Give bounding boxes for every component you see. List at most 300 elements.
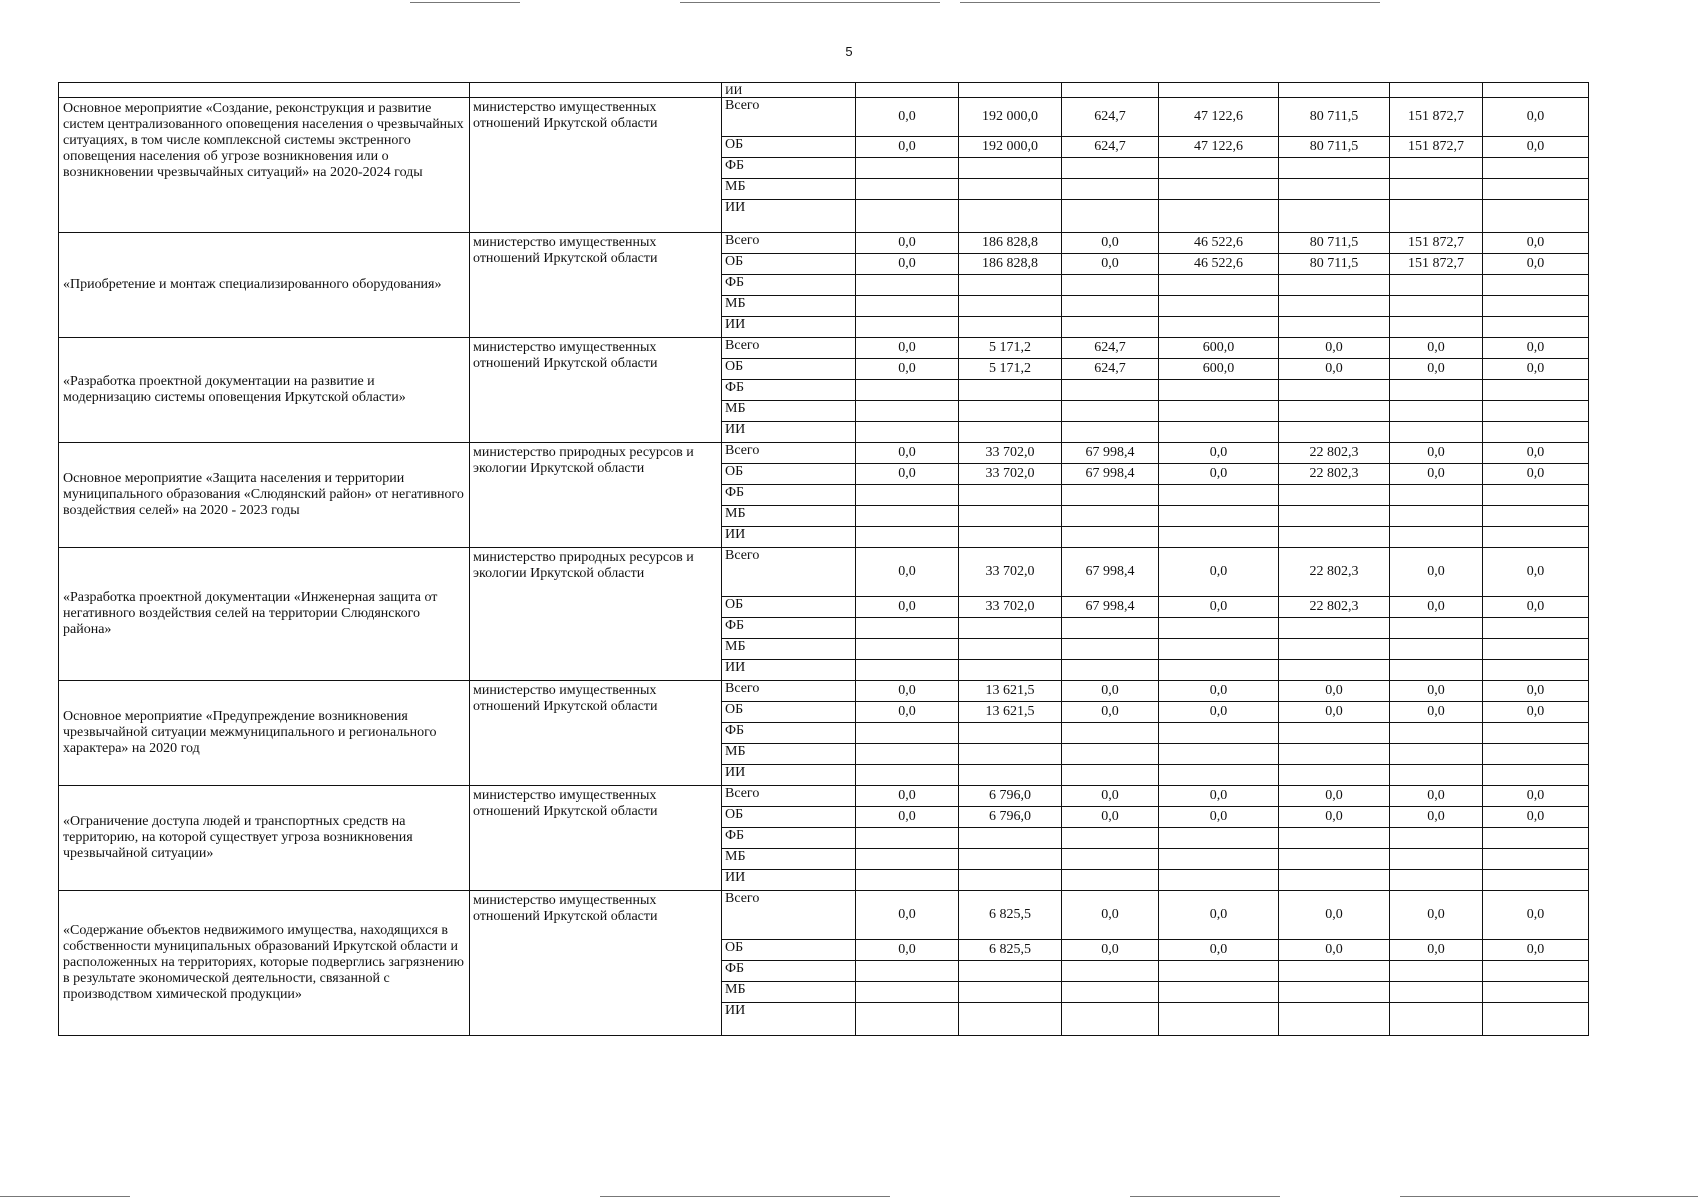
value-cell <box>959 618 1062 639</box>
value-cell: 0,0 <box>1390 681 1483 702</box>
value-cell: 0,0 <box>1390 891 1483 940</box>
value-cell: 33 702,0 <box>959 597 1062 618</box>
value-cell <box>856 317 959 338</box>
value-cell: 0,0 <box>1062 254 1159 275</box>
value-cell <box>1483 83 1589 98</box>
value-cell: 192 000,0 <box>959 137 1062 158</box>
value-cell <box>1390 158 1483 179</box>
value-cell: 0,0 <box>1279 681 1390 702</box>
value-cell <box>1279 723 1390 744</box>
value-cell <box>856 1003 959 1036</box>
value-cell <box>1390 870 1483 891</box>
value-cell <box>1062 961 1159 982</box>
value-cell: 0,0 <box>856 254 959 275</box>
value-cell <box>1483 744 1589 765</box>
value-cell: 0,0 <box>856 891 959 940</box>
scan-edge-top <box>410 2 520 3</box>
funding-source-cell: ФБ <box>722 828 856 849</box>
value-cell <box>1062 828 1159 849</box>
value-cell: 33 702,0 <box>959 464 1062 485</box>
value-cell <box>1483 982 1589 1003</box>
funding-source-cell: МБ <box>722 401 856 422</box>
executor-cell: министерство имущественных отношений Иркутской области <box>470 681 722 786</box>
value-cell <box>959 1003 1062 1036</box>
executor-cell: министерство природных ресурсов и экологии Иркутской области <box>470 548 722 681</box>
value-cell: 0,0 <box>1279 940 1390 961</box>
value-cell <box>1279 200 1390 233</box>
value-cell: 0,0 <box>1062 681 1159 702</box>
funding-source-cell: МБ <box>722 849 856 870</box>
value-cell <box>1279 961 1390 982</box>
value-cell <box>1390 527 1483 548</box>
value-cell: 13 621,5 <box>959 681 1062 702</box>
value-cell <box>1390 961 1483 982</box>
value-cell <box>1390 275 1483 296</box>
funding-source-cell: ИИ <box>722 317 856 338</box>
value-cell: 0,0 <box>1062 891 1159 940</box>
value-cell: 67 998,4 <box>1062 597 1159 618</box>
value-cell: 0,0 <box>1390 359 1483 380</box>
activity-name-cell: Основное мероприятие «Защита населения и территории муниципального образования «Слюдянский район» от негативного воздействия селей» на 2020 - 2023 годы <box>59 443 470 548</box>
value-cell <box>1062 870 1159 891</box>
value-cell: 0,0 <box>856 137 959 158</box>
funding-source-cell: МБ <box>722 179 856 200</box>
value-cell: 0,0 <box>1390 338 1483 359</box>
name-cell <box>59 83 470 98</box>
value-cell <box>1159 849 1279 870</box>
value-cell <box>959 639 1062 660</box>
value-cell: 0,0 <box>1483 548 1589 597</box>
scan-edge-top <box>960 2 1380 3</box>
value-cell: 0,0 <box>856 464 959 485</box>
value-cell: 0,0 <box>1390 464 1483 485</box>
table-row <box>59 233 1589 254</box>
value-cell: 0,0 <box>1483 702 1589 723</box>
value-cell: 186 828,8 <box>959 254 1062 275</box>
value-cell <box>1390 639 1483 660</box>
value-cell <box>856 179 959 200</box>
value-cell <box>1390 849 1483 870</box>
value-cell <box>1279 179 1390 200</box>
value-cell <box>856 401 959 422</box>
value-cell <box>1062 179 1159 200</box>
value-cell: 67 998,4 <box>1062 443 1159 464</box>
value-cell <box>1159 179 1279 200</box>
value-cell <box>856 660 959 681</box>
value-cell: 33 702,0 <box>959 443 1062 464</box>
value-cell <box>1390 380 1483 401</box>
value-cell: 6 796,0 <box>959 786 1062 807</box>
value-cell: 0,0 <box>1159 464 1279 485</box>
value-cell <box>1279 380 1390 401</box>
value-cell: 600,0 <box>1159 359 1279 380</box>
value-cell: 0,0 <box>1390 443 1483 464</box>
activity-name-cell: Основное мероприятие «Предупреждение возникновения чрезвычайной ситуации межмуниципального и регионального характера» на 2020 год <box>59 681 470 786</box>
value-cell <box>1483 1003 1589 1036</box>
funding-source-cell: ОБ <box>722 702 856 723</box>
value-cell <box>1279 618 1390 639</box>
value-cell <box>1062 639 1159 660</box>
activity-name-cell: «Содержание объектов недвижимого имущества, находящихся в собственности муниципальных образований Иркутской области и расположенных на территориях, которые подверглись загрязнению в результате экономической деятельности, связанной с производством химической продукции» <box>59 891 470 1036</box>
scan-edge-bottom <box>1130 1196 1280 1197</box>
activity-name-cell: Основное мероприятие «Создание, реконструкция и развитие систем централизованного оповещения населения о чрезвычайных ситуациях, в том числе комплексной системы экстренного оповещения населения об угрозе возникновения или о возникновении чрезвычайных ситуаций» на 2020-2024 годы <box>59 98 470 233</box>
value-cell: 624,7 <box>1062 338 1159 359</box>
funding-source-cell: ОБ <box>722 137 856 158</box>
value-cell <box>1159 296 1279 317</box>
value-cell: 624,7 <box>1062 359 1159 380</box>
value-cell: 0,0 <box>1483 940 1589 961</box>
value-cell <box>1279 849 1390 870</box>
value-cell <box>1062 380 1159 401</box>
value-cell <box>1062 422 1159 443</box>
value-cell <box>1159 660 1279 681</box>
value-cell: 6 825,5 <box>959 891 1062 940</box>
value-cell <box>1062 1003 1159 1036</box>
value-cell <box>959 506 1062 527</box>
value-cell <box>1279 506 1390 527</box>
value-cell: 0,0 <box>1390 597 1483 618</box>
value-cell: 22 802,3 <box>1279 597 1390 618</box>
value-cell <box>1062 83 1159 98</box>
value-cell <box>1159 317 1279 338</box>
value-cell <box>1062 744 1159 765</box>
value-cell <box>856 506 959 527</box>
value-cell <box>1390 982 1483 1003</box>
table-row <box>59 443 1589 464</box>
value-cell <box>1159 744 1279 765</box>
value-cell <box>1279 422 1390 443</box>
value-cell <box>1390 828 1483 849</box>
value-cell: 0,0 <box>1483 338 1589 359</box>
value-cell <box>1483 179 1589 200</box>
value-cell: 0,0 <box>1159 891 1279 940</box>
value-cell <box>1062 982 1159 1003</box>
value-cell: 0,0 <box>1483 597 1589 618</box>
value-cell <box>1279 744 1390 765</box>
value-cell <box>856 639 959 660</box>
value-cell: 0,0 <box>1390 940 1483 961</box>
value-cell: 0,0 <box>1483 137 1589 158</box>
value-cell <box>1390 485 1483 506</box>
executor-cell: министерство имущественных отношений Иркутской области <box>470 891 722 1036</box>
value-cell: 5 171,2 <box>959 359 1062 380</box>
funding-source-cell: ИИ <box>722 527 856 548</box>
value-cell <box>1483 849 1589 870</box>
source-cell: ИИ <box>722 83 856 98</box>
value-cell: 0,0 <box>1159 807 1279 828</box>
value-cell <box>1483 961 1589 982</box>
value-cell <box>1062 618 1159 639</box>
activity-name-cell: «Ограничение доступа людей и транспортных средств на территорию, на которой существует угроза возникновения чрезвычайной ситуации» <box>59 786 470 891</box>
value-cell <box>1279 485 1390 506</box>
value-cell <box>1483 401 1589 422</box>
value-cell: 151 872,7 <box>1390 254 1483 275</box>
value-cell <box>959 828 1062 849</box>
value-cell: 0,0 <box>1483 443 1589 464</box>
table-row <box>59 98 1589 137</box>
value-cell <box>1279 828 1390 849</box>
value-cell: 80 711,5 <box>1279 98 1390 137</box>
value-cell <box>1279 639 1390 660</box>
value-cell <box>1159 275 1279 296</box>
value-cell: 0,0 <box>1159 443 1279 464</box>
budget-table <box>58 82 1589 1036</box>
value-cell <box>1062 317 1159 338</box>
value-cell <box>856 618 959 639</box>
funding-source-cell: Всего <box>722 548 856 597</box>
value-cell <box>1279 765 1390 786</box>
value-cell <box>1159 618 1279 639</box>
value-cell <box>1279 83 1390 98</box>
value-cell: 624,7 <box>1062 98 1159 137</box>
value-cell: 0,0 <box>856 338 959 359</box>
value-cell <box>856 275 959 296</box>
value-cell <box>959 275 1062 296</box>
value-cell <box>1062 401 1159 422</box>
value-cell: 0,0 <box>1159 940 1279 961</box>
value-cell: 0,0 <box>1483 464 1589 485</box>
value-cell: 0,0 <box>1159 597 1279 618</box>
value-cell: 46 522,6 <box>1159 233 1279 254</box>
value-cell <box>1159 723 1279 744</box>
value-cell <box>959 961 1062 982</box>
funding-source-cell: ФБ <box>722 158 856 179</box>
value-cell <box>1483 723 1589 744</box>
executor-cell: министерство имущественных отношений Иркутской области <box>470 233 722 338</box>
value-cell <box>1483 506 1589 527</box>
value-cell <box>1279 527 1390 548</box>
value-cell: 47 122,6 <box>1159 98 1279 137</box>
funding-source-cell: ОБ <box>722 807 856 828</box>
value-cell: 0,0 <box>1279 338 1390 359</box>
funding-source-cell: ИИ <box>722 422 856 443</box>
funding-source-cell: ФБ <box>722 961 856 982</box>
value-cell <box>1483 275 1589 296</box>
value-cell <box>1062 485 1159 506</box>
value-cell <box>1062 849 1159 870</box>
activity-name-cell: «Разработка проектной документации «Инженерная защита от негативного воздействия селей на территории Слюдянского района» <box>59 548 470 681</box>
funding-source-cell: МБ <box>722 744 856 765</box>
value-cell: 0,0 <box>1159 548 1279 597</box>
funding-source-cell: ОБ <box>722 359 856 380</box>
value-cell <box>1390 200 1483 233</box>
scan-edge-bottom <box>600 1196 890 1197</box>
table-row <box>59 338 1589 359</box>
funding-source-cell: Всего <box>722 443 856 464</box>
value-cell <box>959 744 1062 765</box>
value-cell: 6 825,5 <box>959 940 1062 961</box>
value-cell <box>959 83 1062 98</box>
value-cell <box>856 485 959 506</box>
value-cell <box>959 660 1062 681</box>
value-cell <box>856 744 959 765</box>
executor-cell: министерство имущественных отношений Иркутской области <box>470 786 722 891</box>
value-cell <box>1159 527 1279 548</box>
value-cell <box>1159 401 1279 422</box>
value-cell <box>856 765 959 786</box>
value-cell: 151 872,7 <box>1390 98 1483 137</box>
value-cell <box>959 982 1062 1003</box>
value-cell <box>1279 317 1390 338</box>
value-cell: 80 711,5 <box>1279 233 1390 254</box>
funding-source-cell: ИИ <box>722 200 856 233</box>
value-cell: 0,0 <box>1062 702 1159 723</box>
value-cell <box>1159 83 1279 98</box>
funding-source-cell: ИИ <box>722 765 856 786</box>
value-cell <box>1159 870 1279 891</box>
value-cell <box>1159 380 1279 401</box>
value-cell: 0,0 <box>1483 359 1589 380</box>
value-cell <box>1483 527 1589 548</box>
value-cell <box>1390 179 1483 200</box>
value-cell <box>1390 723 1483 744</box>
value-cell: 80 711,5 <box>1279 254 1390 275</box>
value-cell: 192 000,0 <box>959 98 1062 137</box>
value-cell <box>959 380 1062 401</box>
value-cell: 0,0 <box>856 98 959 137</box>
value-cell <box>1279 158 1390 179</box>
value-cell <box>1159 765 1279 786</box>
value-cell: 80 711,5 <box>1279 137 1390 158</box>
value-cell: 0,0 <box>1483 681 1589 702</box>
budget-table-body <box>59 83 1589 1036</box>
funding-source-cell: ФБ <box>722 723 856 744</box>
funding-source-cell: Всего <box>722 891 856 940</box>
value-cell <box>856 723 959 744</box>
funding-source-cell: ФБ <box>722 618 856 639</box>
value-cell <box>1390 660 1483 681</box>
value-cell: 6 796,0 <box>959 807 1062 828</box>
funding-source-cell: ФБ <box>722 485 856 506</box>
value-cell <box>959 849 1062 870</box>
value-cell: 0,0 <box>1483 891 1589 940</box>
funding-source-cell: МБ <box>722 506 856 527</box>
value-cell <box>1483 200 1589 233</box>
value-cell <box>959 765 1062 786</box>
value-cell: 0,0 <box>1062 940 1159 961</box>
value-cell <box>1483 870 1589 891</box>
funding-source-cell: ИИ <box>722 660 856 681</box>
value-cell <box>856 200 959 233</box>
value-cell <box>856 828 959 849</box>
value-cell: 0,0 <box>1159 702 1279 723</box>
value-cell <box>1390 506 1483 527</box>
value-cell: 0,0 <box>856 359 959 380</box>
value-cell: 13 621,5 <box>959 702 1062 723</box>
value-cell <box>1159 828 1279 849</box>
executor-cell: министерство имущественных отношений Иркутской области <box>470 98 722 233</box>
value-cell <box>1062 660 1159 681</box>
value-cell <box>1390 401 1483 422</box>
value-cell <box>856 870 959 891</box>
value-cell <box>1062 506 1159 527</box>
value-cell: 0,0 <box>1483 807 1589 828</box>
funding-source-cell: МБ <box>722 982 856 1003</box>
value-cell <box>959 317 1062 338</box>
value-cell: 67 998,4 <box>1062 464 1159 485</box>
value-cell <box>959 158 1062 179</box>
value-cell: 33 702,0 <box>959 548 1062 597</box>
value-cell <box>1279 1003 1390 1036</box>
value-cell <box>1062 296 1159 317</box>
value-cell <box>959 485 1062 506</box>
value-cell <box>1483 639 1589 660</box>
value-cell: 151 872,7 <box>1390 233 1483 254</box>
value-cell: 0,0 <box>856 702 959 723</box>
value-cell <box>1279 296 1390 317</box>
table-row <box>59 681 1589 702</box>
value-cell <box>959 723 1062 744</box>
value-cell <box>1483 158 1589 179</box>
value-cell <box>1390 618 1483 639</box>
value-cell: 0,0 <box>1390 786 1483 807</box>
value-cell <box>1062 158 1159 179</box>
value-cell <box>1483 296 1589 317</box>
value-cell <box>1062 200 1159 233</box>
value-cell <box>1159 1003 1279 1036</box>
funding-source-cell: МБ <box>722 296 856 317</box>
funding-source-cell: ИИ <box>722 870 856 891</box>
value-cell: 0,0 <box>1483 98 1589 137</box>
value-cell <box>1483 618 1589 639</box>
value-cell: 22 802,3 <box>1279 443 1390 464</box>
value-cell <box>1390 765 1483 786</box>
value-cell <box>1483 317 1589 338</box>
value-cell <box>856 422 959 443</box>
value-cell <box>1279 660 1390 681</box>
value-cell: 0,0 <box>1483 233 1589 254</box>
funding-source-cell: ОБ <box>722 940 856 961</box>
value-cell <box>856 527 959 548</box>
value-cell: 0,0 <box>856 786 959 807</box>
value-cell <box>1159 982 1279 1003</box>
executor-cell: министерство природных ресурсов и экологии Иркутской области <box>470 443 722 548</box>
value-cell <box>1390 422 1483 443</box>
value-cell <box>959 401 1062 422</box>
value-cell: 0,0 <box>856 597 959 618</box>
value-cell: 22 802,3 <box>1279 548 1390 597</box>
value-cell <box>1159 506 1279 527</box>
table-row <box>59 548 1589 597</box>
funding-source-cell: ИИ <box>722 1003 856 1036</box>
value-cell <box>959 200 1062 233</box>
value-cell <box>856 83 959 98</box>
value-cell <box>1390 83 1483 98</box>
value-cell: 0,0 <box>1483 254 1589 275</box>
value-cell: 0,0 <box>1279 891 1390 940</box>
value-cell <box>959 870 1062 891</box>
value-cell <box>959 422 1062 443</box>
value-cell <box>856 849 959 870</box>
value-cell <box>959 527 1062 548</box>
value-cell <box>1159 158 1279 179</box>
value-cell <box>1483 828 1589 849</box>
funding-source-cell: МБ <box>722 639 856 660</box>
value-cell <box>1159 485 1279 506</box>
executor-cell <box>470 83 722 98</box>
value-cell <box>856 982 959 1003</box>
value-cell <box>1390 744 1483 765</box>
value-cell: 46 522,6 <box>1159 254 1279 275</box>
value-cell: 0,0 <box>1159 681 1279 702</box>
scan-edge-top <box>680 2 940 3</box>
value-cell <box>959 179 1062 200</box>
funding-source-cell: ОБ <box>722 597 856 618</box>
value-cell <box>1390 317 1483 338</box>
funding-source-cell: ФБ <box>722 275 856 296</box>
value-cell <box>1483 422 1589 443</box>
value-cell <box>1390 1003 1483 1036</box>
